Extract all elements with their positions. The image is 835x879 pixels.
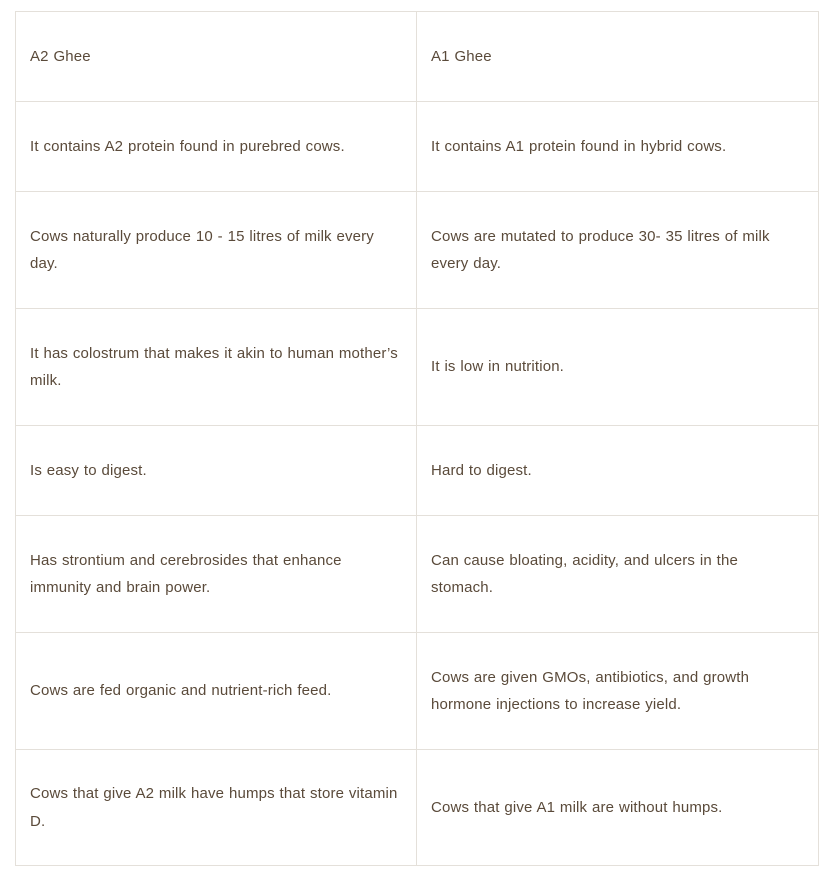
table-header-row bbox=[16, 12, 819, 102]
table-cell-a2: It contains A2 protein found in purebred cows. bbox=[16, 102, 417, 192]
table-cell-a1: Hard to digest. bbox=[417, 426, 819, 516]
header-cell-a2-ghee: A2 Ghee bbox=[16, 12, 417, 102]
table-row bbox=[16, 633, 819, 750]
table-row bbox=[16, 426, 819, 516]
table-cell-a2: Has strontium and cerebrosides that enhance immunity and brain power. bbox=[16, 516, 417, 633]
table-cell-a2: Is easy to digest. bbox=[16, 426, 417, 516]
table-cell-a2: Cows naturally produce 10 - 15 litres of milk every day. bbox=[16, 192, 417, 309]
table-cell-a2: Cows are fed organic and nutrient-rich feed. bbox=[16, 633, 417, 750]
table-cell-a2: Cows that give A2 milk have humps that store vitamin D. bbox=[16, 750, 417, 866]
table-row bbox=[16, 516, 819, 633]
table-cell-a1: Can cause bloating, acidity, and ulcers in the stomach. bbox=[417, 516, 819, 633]
table-row bbox=[16, 750, 819, 866]
comparison-table bbox=[15, 11, 819, 866]
table-cell-a1: Cows are given GMOs, antibiotics, and growth hormone injections to increase yield. bbox=[417, 633, 819, 750]
table-cell-a1: Cows that give A1 milk are without humps. bbox=[417, 750, 819, 866]
header-cell-a1-ghee: A1 Ghee bbox=[417, 12, 819, 102]
table-row bbox=[16, 192, 819, 309]
table-cell-a1: It is low in nutrition. bbox=[417, 309, 819, 426]
table-cell-a1: Cows are mutated to produce 30- 35 litres of milk every day. bbox=[417, 192, 819, 309]
table-cell-a1: It contains A1 protein found in hybrid cows. bbox=[417, 102, 819, 192]
table-row bbox=[16, 102, 819, 192]
table-row bbox=[16, 309, 819, 426]
table-cell-a2: It has colostrum that makes it akin to human mother’s milk. bbox=[16, 309, 417, 426]
